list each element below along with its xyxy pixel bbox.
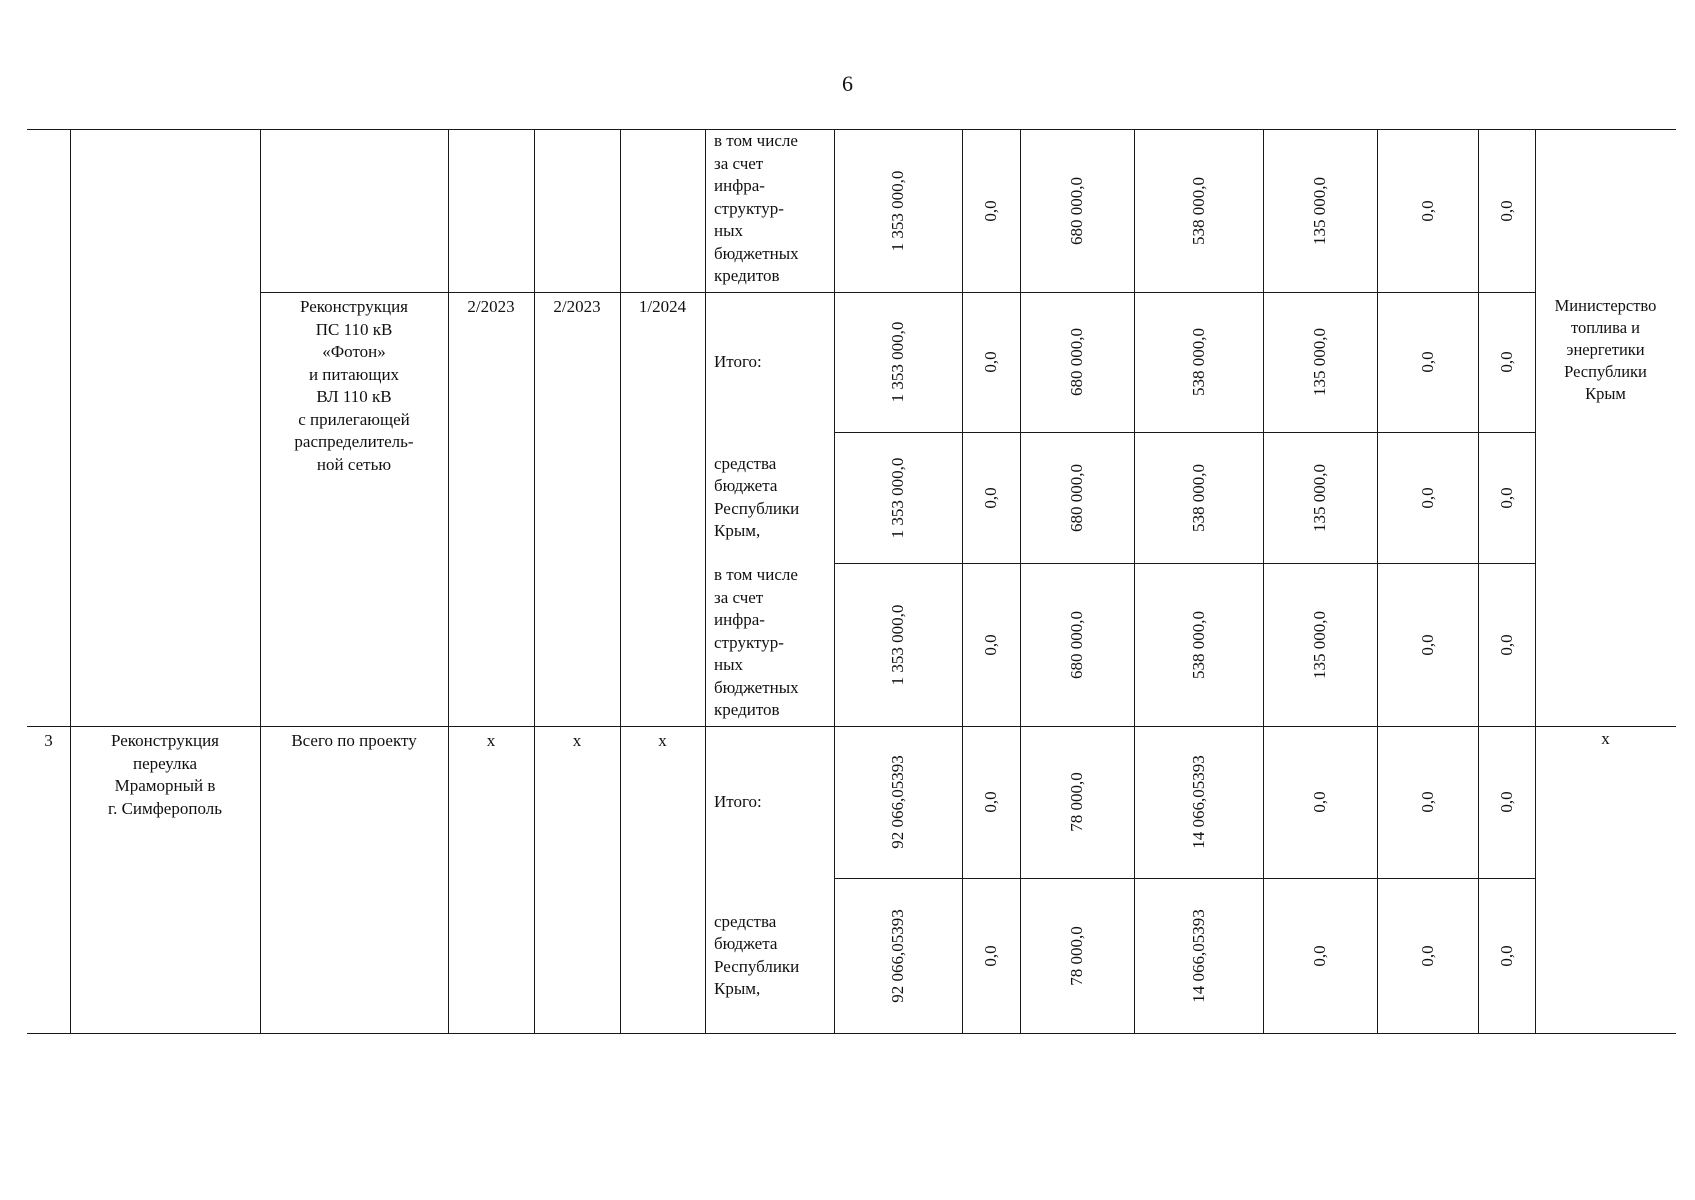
amount-value: 0,0 — [1417, 791, 1437, 813]
funding-source-text-line: инфра- — [714, 610, 765, 629]
funding-source-text-line: Итого: — [714, 352, 762, 371]
funding-source-text-line: в том числе — [714, 565, 798, 584]
amount-value: 0,0 — [1496, 791, 1516, 813]
amount-value: 0,0 — [1310, 791, 1329, 813]
funding-source-text-line: бюджетных — [714, 243, 799, 263]
funding-source-text-line: бюджета — [714, 476, 778, 495]
column-rule — [620, 129, 621, 1033]
funding-source-text-line: бюджетных — [714, 677, 799, 697]
responsible-text-line: Республики — [1564, 362, 1647, 381]
object-name-text-line: распределитель- — [294, 432, 414, 451]
object-name-text-line: ной сетью — [316, 454, 392, 474]
responsible-text-line: энергетики — [1566, 340, 1645, 359]
amount-value: 0,0 — [981, 944, 1000, 967]
funding-source-text-line: кредитов — [714, 266, 780, 285]
funding-source-text-line: Крым, — [714, 521, 761, 540]
column-rule — [1020, 129, 1021, 1033]
responsible-text — [1537, 295, 1674, 405]
object-name-text-line: «Фотон» — [322, 342, 386, 361]
project-name-text-line: г. Симферополь — [108, 798, 222, 818]
column-rule — [834, 129, 835, 1033]
amount-value: 0,0 — [981, 199, 1000, 222]
amount-value: 14 066,05393 — [1188, 755, 1208, 849]
funding-source-text — [714, 351, 762, 374]
amount-value: 0,0 — [1496, 486, 1516, 509]
amount-value: 1 353 000,0 — [888, 321, 907, 403]
amount-value: 0,0 — [981, 486, 1000, 509]
project-name-text-line: переулка — [132, 753, 198, 773]
amount-value: 92 066,05393 — [888, 755, 907, 849]
row-rule — [834, 563, 1535, 564]
amount-value: 0,0 — [1417, 486, 1437, 509]
column-rule — [1535, 129, 1536, 1033]
funding-source-text-line: в том числе — [714, 131, 798, 150]
object-total-text: Всего по проекту — [291, 731, 417, 750]
responsible-text-line: топлива и — [1571, 318, 1640, 337]
amount-value: 1 353 000,0 — [888, 457, 907, 538]
table-top-rule — [27, 129, 1676, 130]
amount-value: 538 000,0 — [1188, 610, 1208, 679]
object-name-text-line: и питающих — [308, 364, 400, 384]
column-rule — [705, 129, 706, 1033]
amount-value: 135 000,0 — [1310, 463, 1329, 532]
responsible-text-line: Крым — [1585, 384, 1626, 403]
funding-source-text — [714, 130, 799, 288]
funding-source-text — [714, 453, 799, 543]
funding-source-text-line: за счет — [714, 153, 764, 173]
object-name-text-line: с прилегающей — [298, 409, 410, 429]
amount-value: 135 000,0 — [1310, 176, 1329, 245]
amount-value: 14 066,05393 — [1188, 908, 1208, 1003]
funding-source-text-line: средства — [714, 911, 777, 931]
amount-value: 0,0 — [1496, 944, 1516, 967]
table-bottom-rule — [27, 1033, 1676, 1034]
funding-source-text-line: средства — [714, 453, 777, 473]
object-name-text-line: ПС 110 кВ — [315, 319, 393, 339]
funding-source-text-line: структур- — [714, 198, 784, 218]
amount-value: 1 353 000,0 — [888, 604, 907, 685]
row-rule — [260, 292, 1535, 293]
commission-period-text: 2/2023 — [553, 297, 601, 316]
funding-source-text — [714, 564, 799, 722]
object-name-text — [264, 296, 444, 476]
start-period-text: 2/2023 — [467, 297, 515, 316]
amount-value: 0,0 — [981, 351, 1000, 373]
responsible-text: х — [1601, 729, 1610, 748]
amount-value: 135 000,0 — [1310, 610, 1329, 679]
column-rule — [962, 129, 963, 1033]
row-rule — [834, 432, 1535, 433]
amount-value: 538 000,0 — [1188, 176, 1208, 245]
row-rule — [834, 878, 1535, 879]
column-rule — [1377, 129, 1378, 1033]
amount-value: 0,0 — [981, 633, 1000, 656]
amount-value: 538 000,0 — [1188, 328, 1208, 396]
funding-source-text-line: Крым, — [714, 979, 761, 998]
responsible-text-line: Министерство — [1554, 296, 1657, 315]
funding-source-text-line: за счет — [714, 587, 764, 607]
column-rule — [70, 129, 71, 1033]
amount-value: 0,0 — [1417, 944, 1437, 967]
funding-source-text-line: структур- — [714, 632, 784, 652]
amount-value: 92 066,05393 — [888, 908, 907, 1003]
project-name-text — [74, 730, 256, 820]
amount-value: 0,0 — [1417, 351, 1437, 373]
column-rule — [1134, 129, 1135, 1033]
project-separator-rule — [27, 726, 1676, 727]
finish-period-text: 1/2024 — [638, 297, 687, 316]
amount-value: 0,0 — [1417, 633, 1437, 656]
column-rule — [534, 129, 535, 1033]
funding-source-text-line: ных — [714, 221, 744, 240]
funding-source-text-line: ных — [714, 655, 744, 674]
project-number: 3 — [44, 731, 53, 750]
amount-value: 538 000,0 — [1188, 463, 1208, 532]
column-rule — [1478, 129, 1479, 1033]
funding-source-text — [714, 911, 799, 1001]
funding-source-text-line: Республики — [714, 498, 800, 518]
amount-value: 0,0 — [1496, 633, 1516, 656]
column-rule — [260, 129, 261, 1033]
funding-source-text-line: инфра- — [714, 176, 765, 195]
object-name-text-line: Реконструкция — [299, 297, 408, 316]
funding-source-text — [714, 791, 762, 814]
funding-source-text-line: Республики — [714, 956, 800, 976]
funding-source-text-line: кредитов — [714, 700, 780, 719]
start-period-text: х — [486, 731, 496, 750]
amount-value: 1 353 000,0 — [888, 170, 907, 251]
amount-value: 0,0 — [981, 791, 1000, 813]
finish-period-text: х — [658, 731, 667, 750]
amount-value: 135 000,0 — [1310, 328, 1329, 396]
amount-value: 78 000,0 — [1067, 925, 1086, 986]
amount-value: 0,0 — [1310, 944, 1329, 967]
amount-value: 680 000,0 — [1067, 463, 1086, 532]
amount-value: 0,0 — [1417, 199, 1437, 222]
amount-value: 0,0 — [1496, 351, 1516, 373]
project-name-text-line: Реконструкция — [110, 731, 219, 750]
amount-value: 680 000,0 — [1067, 176, 1086, 245]
funding-source-text-line: бюджета — [714, 934, 778, 953]
project-name-text-line: Мраморный в — [114, 776, 216, 795]
amount-value: 680 000,0 — [1067, 328, 1086, 396]
amount-value: 680 000,0 — [1067, 610, 1086, 679]
column-rule — [1263, 129, 1264, 1033]
amount-value: 0,0 — [1496, 199, 1516, 222]
amount-value: 78 000,0 — [1067, 772, 1086, 832]
column-rule — [448, 129, 449, 1033]
commission-period-text: х — [572, 731, 582, 750]
page-number: 6 — [842, 71, 853, 96]
funding-source-text-line: Итого: — [714, 792, 762, 811]
object-name-text-line: ВЛ 110 кВ — [316, 387, 392, 406]
